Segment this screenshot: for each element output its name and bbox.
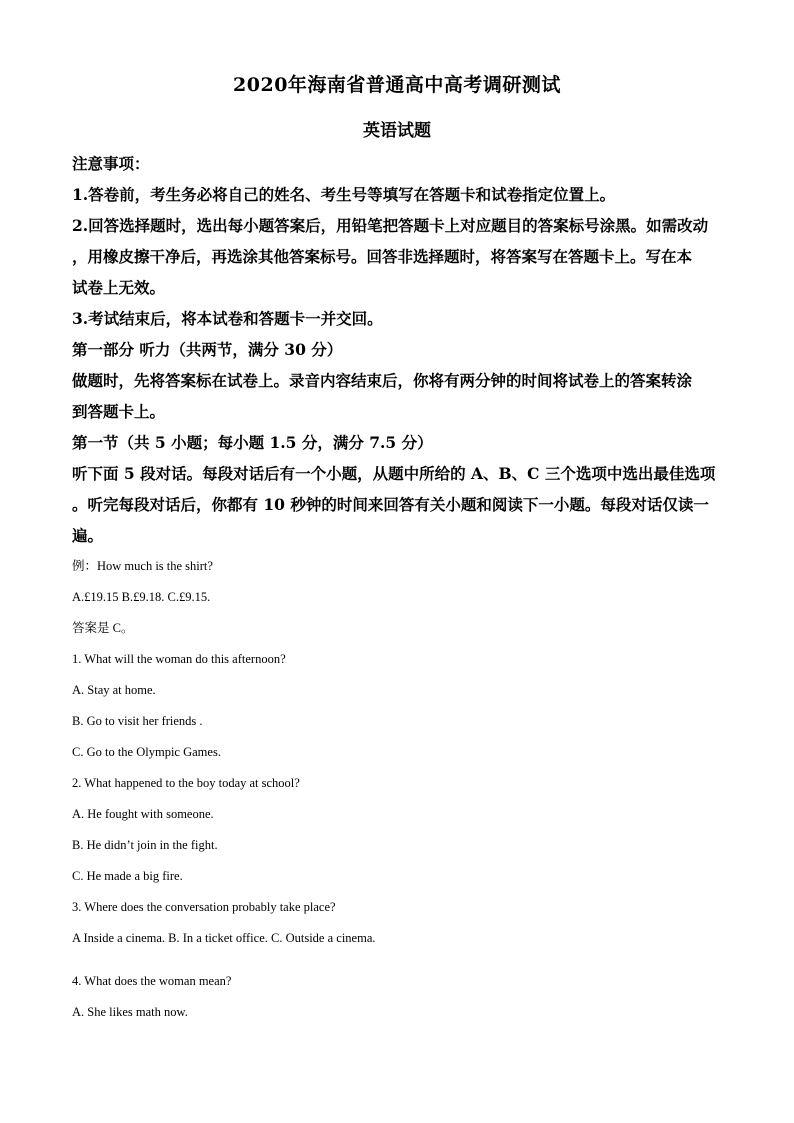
notice-item-3: 3.考试结束后，将本试卷和答题卡一并交回。 [72,309,383,328]
example-answer: 答案是 C。 [72,621,134,635]
question-2-option-b: B. He didn’t join in the fight. [72,838,218,852]
question-1-option-c: C. Go to the Olympic Games. [72,745,221,759]
example-question: 例：How much is the shirt? [72,559,213,573]
section1-instruction-line-1: 听下面 5 段对话。每段对话后有一个小题，从题中所给的 A、B、C 三个选项中选出最佳选项 [72,464,716,483]
question-1-option-a: A. Stay at home. [72,683,156,697]
question-4-option-a: A. She likes math now. [72,1005,188,1019]
notice-item-2-line-3: 试卷上无效。 [72,278,166,297]
question-2-option-a: A. He fought with someone. [72,807,214,821]
example-options: A.£19.15 B.£9.18. C.£9.15. [72,590,211,604]
exam-subtitle: 英语试题 [363,121,431,141]
question-3: 3. Where does the conversation probably take place? [72,900,336,914]
section1-instruction-line-2: 。听完每段对话后，你都有 10 秒钟的时间来回答有关小题和阅读下一小题。每段对话仅读一 [72,495,709,514]
question-1: 1. What will the woman do this afternoon? [72,652,286,666]
part1-heading: 第一部分 听力（共两节，满分 30 分） [72,340,343,359]
question-2: 2. What happened to the boy today at school? [72,776,300,790]
part1-instruction-line-2: 到答题卡上。 [72,402,166,421]
notice-heading: 注意事项： [72,154,150,173]
question-2-option-c: C. He made a big fire. [72,869,183,883]
question-1-option-b: B. Go to visit her friends . [72,714,203,728]
notice-item-1: 1.答卷前，考生务必将自己的姓名、考生号等填写在答题卡和试卷指定位置上。 [72,185,616,204]
section1-heading: 第一节（共 5 小题；每小题 1.5 分，满分 7.5 分） [72,433,433,452]
exam-title: 2020年海南省普通高中高考调研测试 [233,74,561,96]
question-4: 4. What does the woman mean? [72,974,232,988]
section1-instruction-line-3: 遍。 [72,526,104,545]
question-3-options: A Inside a cinema. B. In a ticket office. C. Outside a cinema. [72,931,376,945]
notice-item-2-line-2: ，用橡皮擦干净后，再选涂其他答案标号。回答非选择题时，将答案写在答题卡上。写在本 [72,247,693,266]
exam-body [72,148,732,1028]
part1-instruction-line-1: 做题时，先将答案标在试卷上。录音内容结束后，你将有两分钟的时间将试卷上的答案转涂 [72,371,693,390]
notice-item-2-line-1: 2.回答选择题时，选出每小题答案后，用铅笔把答题卡上对应题目的答案标号涂黑。如需改动 [72,216,709,235]
